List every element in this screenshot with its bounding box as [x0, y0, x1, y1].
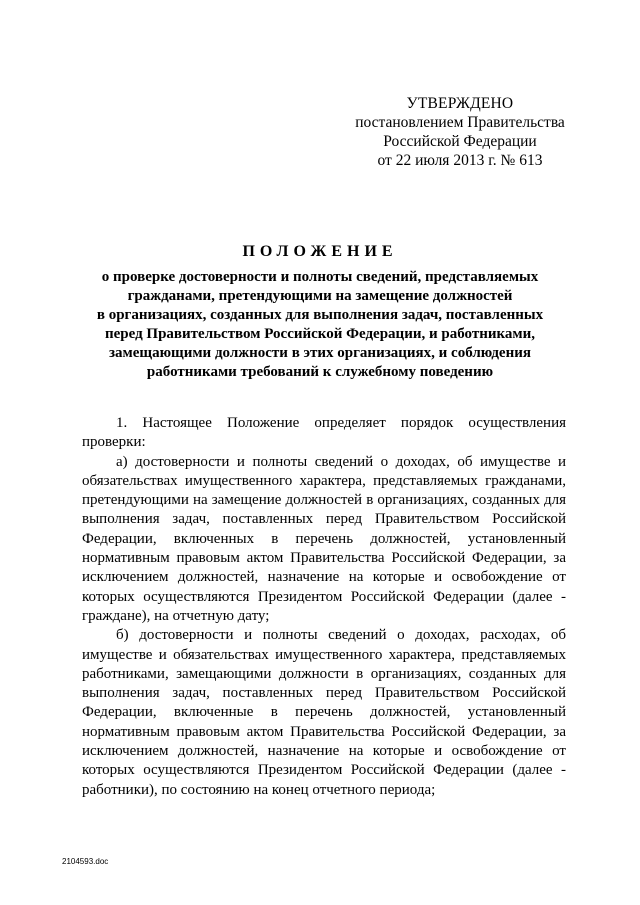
subtitle-line: в организациях, созданных для выполнения задач, поставленных	[96, 307, 544, 323]
paragraph-b	[82, 626, 566, 800]
document-title: ПОЛОЖЕНИЕ	[242, 243, 398, 260]
approval-line-1: постановлением Правительства	[355, 114, 565, 131]
approval-line-3: от 22 июля 2013 г. № 613	[377, 152, 543, 169]
subtitle-line: перед Правительством Российской Федерации, и работниками,	[104, 326, 536, 342]
paragraph-a	[82, 453, 566, 627]
paragraph-text: достоверности и полноты сведений о доходах, об имуществе и обязательствах имущественного характера, представляемых гражданами, претендующими на замещение должностей в организациях, созданных для выполнения задач, поставленных перед Правительством Российской Федерации, включенных в перечень должностей, установленный нормативным правовым актом Правительства Российской Федерации, за исключением должностей, назначение на которые и освобождение от которых осуществляются Президентом Российской Федерации (далее - граждане), на отчетную дату;	[82, 453, 566, 624]
paragraph-text: достоверности и полноты сведений о доходах, расходах, об имуществе и обязательствах имущественного характера, представляемых работниками, замещающими должности в организациях, созданных для выполнения задач, поставленных перед Правительством Российской Федерации, включенные в перечень должностей, установленный нормативным правовым актом Правительства Российской Федерации, за исключением должностей, назначение на которые и освобождение от которых осуществляются Президентом Российской Федерации (далее - работники), по состоянию на конец отчетного периода;	[82, 627, 567, 798]
subtitle-line: замещающими должности в этих организациях, и соблюдения	[109, 345, 531, 361]
approval-line-2: Российской Федерации	[383, 133, 537, 150]
paragraph-text: Настоящее Положение определяет порядок осуществления проверки:	[82, 415, 567, 451]
paragraph-1	[82, 414, 566, 453]
document-body	[82, 414, 566, 800]
paragraph-label: а)	[116, 453, 128, 470]
approval-stamp	[340, 94, 580, 170]
paragraph-label: б)	[116, 627, 129, 644]
approval-heading: УТВЕРЖДЕНО	[406, 95, 514, 112]
subtitle-line: о проверке достоверности и полноты сведений, представляемых	[101, 269, 539, 285]
paragraph-label: 1.	[116, 415, 128, 431]
subtitle-line: гражданами, претендующими на замещение должностей	[127, 288, 513, 304]
document-subtitle	[80, 268, 560, 382]
file-code: 2104593.doc	[62, 857, 109, 866]
subtitle-line: работниками требований к служебному поведению	[146, 364, 494, 380]
